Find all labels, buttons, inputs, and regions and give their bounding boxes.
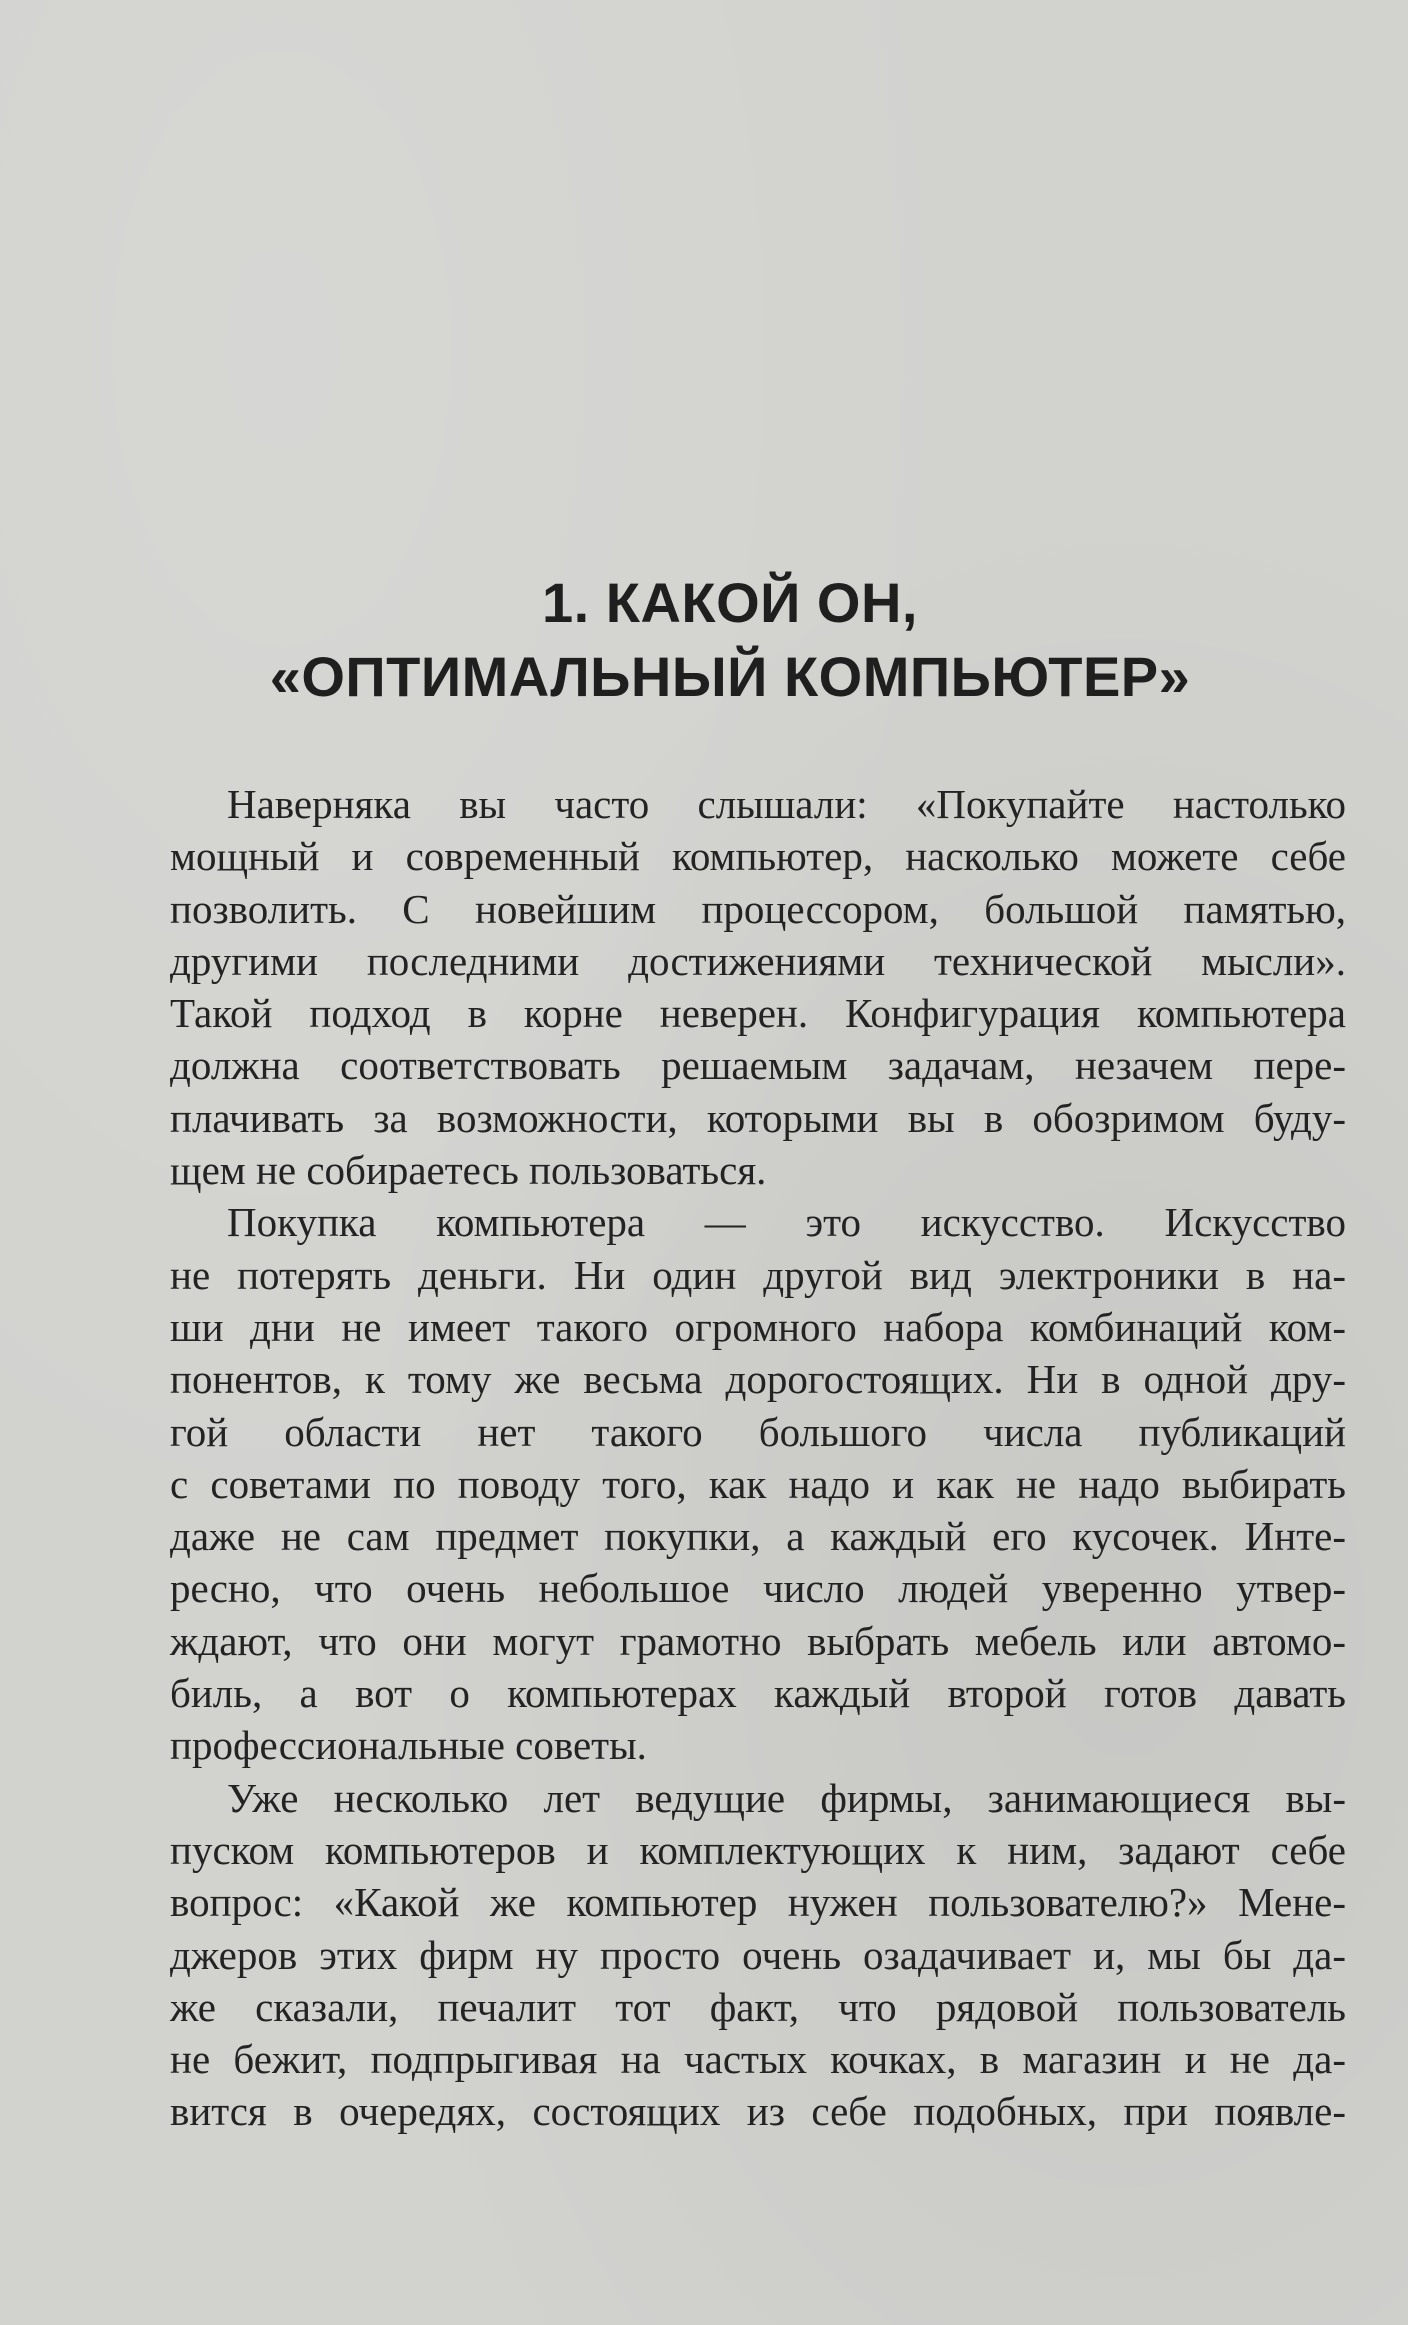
chapter-title-line: 1. КАКОЙ ОН, bbox=[542, 570, 918, 634]
text-line: вопрос: «Какой же компьютер нужен пользователю?» Мене- bbox=[170, 1879, 1346, 1926]
text-line: щем не собираетесь пользоваться. bbox=[170, 1147, 767, 1194]
text-line: не бежит, подпрыгивая на частых кочках, в магазин и не да- bbox=[170, 2036, 1346, 2083]
text-line: пуском компьютеров и комплектующих к ним, задают себе bbox=[170, 1826, 1346, 1873]
text-line: Покупка компьютера — это искусство. Искусство bbox=[227, 1199, 1346, 1246]
text-line: не потерять деньги. Ни один другой вид электроники в на- bbox=[170, 1251, 1346, 1298]
text-line: профессиональные советы. bbox=[170, 1722, 647, 1769]
chapter-body bbox=[170, 778, 1346, 2138]
chapter-title bbox=[120, 566, 1340, 714]
text-line: понентов, к тому же весьма дорогостоящих. Ни в одной дру- bbox=[170, 1356, 1346, 1403]
paragraph bbox=[170, 1772, 1346, 2138]
text-line: ши дни не имеет такого огромного набора комбинаций ком- bbox=[170, 1303, 1346, 1350]
text-line: биль, а вот о компьютерах каждый второй готов давать bbox=[170, 1670, 1346, 1717]
text-line: джеров этих фирм ну просто очень озадачивает и, мы бы да- bbox=[170, 1931, 1346, 1978]
text-line: мощный и современный компьютер, насколько можете себе bbox=[170, 833, 1346, 880]
text-line: гой области нет такого большого числа публикаций bbox=[170, 1408, 1346, 1455]
text-line: же сказали, печалит тот факт, что рядовой пользователь bbox=[170, 1983, 1346, 2030]
paragraph bbox=[170, 1196, 1346, 1771]
paragraph bbox=[170, 778, 1346, 1196]
text-line: вится в очередях, состоящих из себе подобных, при появле- bbox=[170, 2088, 1346, 2135]
text-line: Такой подход в корне неверен. Конфигурация компьютера bbox=[170, 990, 1346, 1037]
text-line: даже не сам предмет покупки, а каждый его кусочек. Инте- bbox=[170, 1513, 1346, 1560]
text-line: Уже несколько лет ведущие фирмы, занимающиеся вы- bbox=[227, 1774, 1346, 1821]
text-line: Наверняка вы часто слышали: «Покупайте настолько bbox=[227, 781, 1346, 827]
text-line: должна соответствовать решаемым задачам, незачем пере- bbox=[170, 1042, 1346, 1089]
chapter-title-line: «ОПТИМАЛЬНЫЙ КОМПЬЮТЕР» bbox=[269, 644, 1191, 708]
text-line: позволить. С новейшим процессором, большой памятью, bbox=[170, 885, 1346, 932]
text-line: другими последними достижениями технической мысли». bbox=[170, 937, 1346, 984]
text-line: ждают, что они могут грамотно выбрать мебель или автомо- bbox=[170, 1617, 1346, 1664]
text-line: ресно, что очень небольшое число людей уверенно утвер- bbox=[170, 1565, 1346, 1612]
text-line: с советами по поводу того, как надо и как не надо выбирать bbox=[170, 1460, 1346, 1507]
text-line: плачивать за возможности, которыми вы в обозримом буду- bbox=[170, 1094, 1346, 1141]
